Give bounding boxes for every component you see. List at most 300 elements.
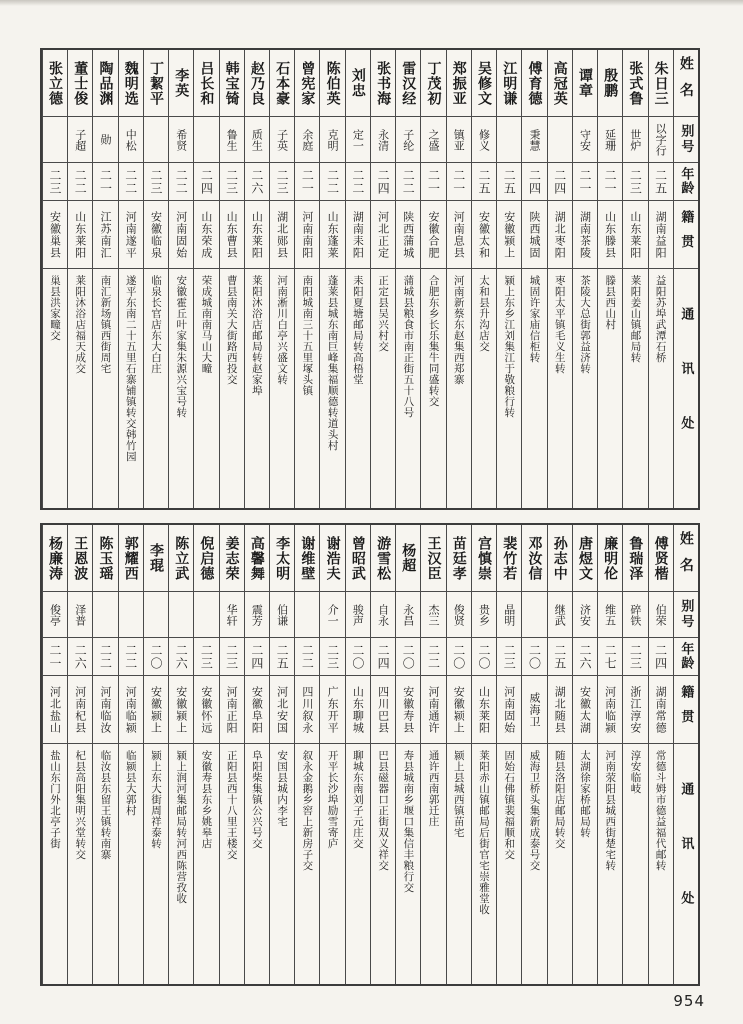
person-alias: 余庭 (300, 128, 314, 151)
name-cell (169, 50, 193, 116)
header-alias-label: 别号 (678, 598, 694, 631)
person-native-place: 四川巴县 (376, 685, 390, 734)
native-place-cell (421, 200, 445, 268)
alias-cell (295, 116, 319, 162)
person-name: 赵乃良 (248, 60, 265, 106)
person-address: 正阳县西十八里王楼交 (225, 750, 238, 860)
native-place-cell (497, 675, 521, 743)
person-column (420, 525, 445, 984)
native-place-cell (295, 200, 319, 268)
person-age: 二二 (123, 643, 138, 670)
alias-cell (598, 116, 622, 162)
person-column (597, 50, 622, 508)
person-name: 杨廉涛 (47, 535, 64, 581)
person-native-place: 河南遂平 (124, 210, 138, 259)
header-alias-label: 别号 (678, 123, 694, 156)
person-native-place: 安徽怀远 (199, 685, 213, 734)
name-cell (220, 50, 244, 116)
person-column (547, 50, 572, 508)
person-name: 倪启德 (198, 535, 215, 581)
person-native-place: 河南临颍 (603, 685, 617, 734)
address-cell (194, 743, 218, 984)
person-age: 二四 (199, 168, 214, 195)
address-cell (623, 743, 647, 984)
person-native-place: 山东莱阳 (628, 210, 642, 259)
header-native (674, 675, 698, 743)
person-column (92, 50, 117, 508)
person-alias: 修义 (477, 128, 491, 151)
person-native-place: 山东莱阳 (250, 210, 264, 259)
person-alias: 世炉 (628, 128, 642, 151)
person-address: 盐山东门外北亭子街 (49, 750, 62, 849)
person-name: 郑振亚 (450, 60, 467, 106)
header-age (674, 637, 698, 675)
age-cell (245, 637, 269, 675)
person-name: 高馨舞 (248, 535, 265, 581)
name-cell (245, 50, 269, 116)
person-column (67, 525, 92, 984)
age-cell (169, 162, 193, 200)
person-alias: 子超 (73, 128, 87, 151)
person-name: 谢浩夫 (324, 535, 341, 581)
person-name: 王恩波 (72, 535, 89, 581)
person-column (648, 50, 673, 508)
person-native-place: 安徽阜阳 (250, 685, 264, 734)
person-column (42, 525, 67, 984)
person-age: 二六 (249, 168, 264, 195)
age-cell (220, 162, 244, 200)
person-column (345, 525, 370, 984)
person-age: 二四 (376, 168, 391, 195)
age-cell (598, 637, 622, 675)
person-native-place: 湖南茶陵 (578, 210, 592, 259)
name-cell (295, 525, 319, 591)
address-cell (396, 268, 420, 508)
address-cell (548, 268, 572, 508)
name-cell (320, 50, 344, 116)
age-cell (93, 162, 117, 200)
age-cell (371, 637, 395, 675)
age-cell (68, 162, 92, 200)
person-age: 二〇 (477, 643, 491, 670)
header-address-label: 通讯处 (678, 782, 694, 946)
alias-cell (119, 116, 143, 162)
person-native-place: 安徽合肥 (427, 210, 441, 259)
age-cell (573, 637, 597, 675)
address-cell (472, 268, 496, 508)
person-age: 二〇 (527, 643, 542, 670)
page-number: 954 (673, 992, 705, 1010)
person-address: 城固许家庙信柜转 (528, 275, 541, 363)
person-alias: 鲁生 (225, 128, 239, 151)
name-cell (598, 525, 622, 591)
alias-cell (623, 591, 647, 637)
name-cell (93, 50, 117, 116)
address-cell (93, 743, 117, 984)
alias-cell (194, 116, 218, 162)
person-native-place: 安徽颍上 (452, 685, 466, 734)
person-alias: 维五 (603, 603, 617, 626)
person-native-place: 湖北随县 (553, 685, 567, 734)
native-place-cell (421, 675, 445, 743)
person-name: 殷鹏 (602, 68, 619, 98)
address-cell (649, 743, 673, 984)
header-address (674, 268, 698, 508)
person-address: 河南新蔡东赵集西郑寨 (452, 275, 465, 385)
person-alias: 永清 (376, 128, 390, 151)
person-native-place: 山东聊城 (351, 685, 365, 734)
name-cell (346, 525, 370, 591)
person-native-place: 安徽颍上 (174, 685, 188, 734)
age-cell (270, 162, 294, 200)
age-cell (472, 162, 496, 200)
person-alias: 子纶 (401, 128, 415, 151)
person-age: 二四 (527, 168, 542, 195)
native-place-cell (119, 675, 143, 743)
native-place-cell (548, 675, 572, 743)
person-age: 二三 (199, 643, 214, 670)
name-cell (245, 525, 269, 591)
person-name: 郭耀西 (122, 535, 139, 581)
native-place-cell (598, 200, 622, 268)
address-cell (220, 268, 244, 508)
header-name-label: 姓名 (677, 531, 694, 585)
person-address: 巴县磁器口正街双义祥交 (377, 750, 390, 871)
alias-cell (220, 591, 244, 637)
native-place-cell (649, 675, 673, 743)
person-name: 张书海 (375, 60, 392, 106)
alias-cell (649, 591, 673, 637)
person-alias: 济安 (578, 603, 592, 626)
person-column (622, 50, 647, 508)
person-address: 莱阳赤山镇邮局后街官宅崇雅堂收 (478, 750, 491, 915)
person-age: 二二 (325, 168, 340, 195)
native-place-cell (245, 675, 269, 743)
address-cell (270, 268, 294, 508)
person-name: 刘忠 (349, 68, 366, 98)
name-cell (68, 50, 92, 116)
person-alias: 杰三 (427, 603, 441, 626)
person-column (42, 50, 67, 508)
person-column (345, 50, 370, 508)
age-cell (270, 637, 294, 675)
name-cell (573, 50, 597, 116)
person-name: 丁茂初 (425, 60, 442, 106)
person-column (294, 525, 319, 984)
age-cell (320, 162, 344, 200)
person-alias: 定一 (351, 128, 365, 151)
address-cell (320, 268, 344, 508)
person-age: 二一 (300, 168, 315, 195)
person-name: 王汉臣 (425, 535, 442, 581)
person-alias: 守安 (578, 128, 592, 151)
address-cell (371, 743, 395, 984)
alias-cell (194, 591, 218, 637)
age-cell (472, 637, 496, 675)
person-address: 南阳城南三十五里塚头镇 (301, 275, 314, 396)
age-cell (649, 637, 673, 675)
person-native-place: 安徽太湖 (578, 685, 592, 734)
person-column (471, 50, 496, 508)
header-name (674, 50, 698, 116)
person-address: 固始石佛镇裴福顺和交 (503, 750, 516, 860)
address-cell (472, 743, 496, 984)
name-cell (119, 525, 143, 591)
alias-cell (93, 591, 117, 637)
person-address: 莱阳姜山镇邮局转 (629, 275, 642, 363)
person-address: 安徽寿县东乡姚皋店 (200, 750, 213, 849)
native-place-cell (93, 675, 117, 743)
native-place-cell (548, 200, 572, 268)
age-cell (548, 637, 572, 675)
person-age: 二一 (426, 168, 441, 195)
native-place-cell (346, 200, 370, 268)
person-column (193, 50, 218, 508)
person-native-place: 安徽颍上 (149, 685, 163, 734)
name-cell (497, 525, 521, 591)
age-cell (649, 162, 673, 200)
person-age: 二二 (350, 168, 365, 195)
person-address: 临汝县东留王镇转南寨 (99, 750, 112, 860)
person-address: 颍上润河集邮局转河西陈营孜收 (175, 750, 188, 904)
person-name: 宫慎崇 (476, 535, 492, 581)
person-native-place: 河南固始 (174, 210, 188, 259)
name-cell (522, 50, 546, 116)
person-alias: 伯谦 (275, 603, 289, 626)
native-place-cell (472, 675, 496, 743)
person-column (521, 525, 546, 984)
person-address: 巢县洪家疃交 (49, 275, 62, 341)
alias-cell (245, 591, 269, 637)
person-address: 合肥东乡长乐集牛同盛转交 (427, 275, 440, 407)
native-place-cell (497, 200, 521, 268)
person-alias: 延珊 (603, 128, 617, 151)
person-age: 二五 (275, 643, 290, 670)
address-cell (447, 743, 471, 984)
native-place-cell (169, 675, 193, 743)
alias-cell (649, 116, 673, 162)
person-address: 常德斗姆市德益福代邮转 (654, 750, 667, 871)
native-place-cell (68, 675, 92, 743)
person-column (219, 525, 244, 984)
person-column (244, 525, 269, 984)
address-cell (421, 743, 445, 984)
person-native-place: 河北正定 (376, 210, 390, 259)
name-cell (295, 50, 319, 116)
header-alias (674, 591, 698, 637)
alias-cell (93, 116, 117, 162)
person-address: 正定县吴兴村交 (377, 275, 390, 352)
person-alias: 克明 (326, 128, 340, 151)
person-age: 二一 (577, 168, 592, 195)
person-column (370, 525, 395, 984)
person-name: 陶品渊 (97, 60, 114, 106)
name-cell (649, 50, 673, 116)
address-cell (220, 743, 244, 984)
native-place-cell (623, 675, 647, 743)
person-column (319, 525, 344, 984)
age-cell (320, 637, 344, 675)
native-place-cell (194, 675, 218, 743)
alias-cell (270, 591, 294, 637)
name-cell (194, 50, 218, 116)
person-age: 二三 (502, 643, 517, 670)
person-address: 颍上县城西镇苗宅 (452, 750, 465, 838)
person-age: 二二 (174, 168, 189, 195)
alias-cell (43, 591, 67, 637)
person-column (547, 525, 572, 984)
person-address: 枣阳太平镇毛义生转 (553, 275, 566, 374)
age-cell (220, 637, 244, 675)
address-cell (93, 268, 117, 508)
person-alias: 勋 (98, 134, 112, 145)
person-column (219, 50, 244, 508)
person-name: 廉明伦 (602, 535, 619, 581)
person-address: 滕县西山村 (604, 275, 617, 330)
person-age: 二二 (401, 168, 416, 195)
age-cell (194, 162, 218, 200)
native-place-cell (43, 675, 67, 743)
register-table-top (40, 48, 700, 510)
person-native-place: 河南临颍 (124, 685, 138, 734)
native-place-cell (396, 675, 420, 743)
name-cell (548, 525, 572, 591)
person-alias: 介一 (326, 603, 340, 626)
person-column (648, 525, 673, 984)
person-name: 雷汉经 (400, 60, 417, 106)
person-alias: 晶明 (502, 603, 516, 626)
person-age: 二五 (502, 168, 517, 195)
person-column (572, 50, 597, 508)
address-cell (295, 743, 319, 984)
person-name: 江明谦 (501, 60, 518, 106)
person-address: 茶陵大总街郭益济转 (578, 275, 591, 374)
age-cell (43, 637, 67, 675)
age-cell (346, 637, 370, 675)
person-name: 曾宪家 (299, 60, 316, 106)
age-cell (144, 637, 168, 675)
person-name: 鲁瑞泽 (627, 535, 644, 581)
alias-cell (447, 116, 471, 162)
alias-cell (119, 591, 143, 637)
name-cell (573, 525, 597, 591)
person-address: 随县洛阳店邮局转交 (553, 750, 566, 849)
native-place-cell (371, 675, 395, 743)
native-place-cell (396, 200, 420, 268)
person-address: 颍上东乡江刘集江于敬粮行转 (503, 275, 516, 418)
native-place-cell (573, 675, 597, 743)
header-native-label: 籍贯 (678, 684, 694, 735)
person-column (521, 50, 546, 508)
person-age: 二三 (628, 643, 643, 670)
name-cell (472, 525, 496, 591)
header-address (674, 743, 698, 984)
person-address: 叙永金鹅乡窖上新房子交 (301, 750, 314, 871)
header-age-label: 年龄 (678, 642, 694, 671)
person-native-place: 河南通许 (427, 685, 441, 734)
age-cell (93, 637, 117, 675)
address-cell (119, 268, 143, 508)
age-cell (623, 162, 647, 200)
person-alias: 俊贤 (452, 603, 466, 626)
alias-cell (548, 591, 572, 637)
person-name: 邓汝信 (526, 535, 543, 581)
person-column (370, 50, 395, 508)
address-cell (522, 268, 546, 508)
person-address: 河南淅川白亭兴盛文转 (276, 275, 289, 385)
native-place-cell (68, 200, 92, 268)
address-cell (68, 268, 92, 508)
person-age: 二一 (48, 643, 63, 670)
person-address: 寿县城南乡堰口集信丰粮行交 (402, 750, 415, 893)
name-cell (270, 525, 294, 591)
person-column (446, 525, 471, 984)
person-native-place: 陕西城固 (527, 210, 541, 259)
person-native-place: 威海卫 (527, 691, 541, 728)
age-cell (497, 162, 521, 200)
alias-cell (295, 591, 319, 637)
person-name: 傅贤楷 (652, 535, 669, 581)
person-name: 陈伯英 (324, 60, 341, 106)
person-address: 曹县南关大街路西投交 (225, 275, 238, 385)
person-name: 吕长和 (198, 60, 215, 106)
address-cell (346, 268, 370, 508)
person-age: 二六 (73, 643, 88, 670)
address-cell (573, 268, 597, 508)
alias-cell (371, 591, 395, 637)
alias-cell (245, 116, 269, 162)
person-column (622, 525, 647, 984)
person-alias: 秉慧 (527, 128, 541, 151)
person-native-place: 山东莱阳 (73, 210, 87, 259)
age-cell (144, 162, 168, 200)
address-cell (144, 743, 168, 984)
age-cell (346, 162, 370, 200)
person-alias: 贵乡 (477, 603, 491, 626)
header-age (674, 162, 698, 200)
alias-cell (320, 591, 344, 637)
person-age: 二二 (123, 168, 138, 195)
person-age: 二〇 (148, 643, 163, 670)
person-native-place: 河北安国 (275, 685, 289, 734)
address-cell (245, 743, 269, 984)
native-place-cell (93, 200, 117, 268)
address-cell (270, 743, 294, 984)
person-name: 唐煜文 (576, 535, 593, 581)
native-place-cell (320, 200, 344, 268)
person-name: 李英 (173, 68, 190, 98)
header-alias (674, 116, 698, 162)
age-cell (548, 162, 572, 200)
person-name: 杨超 (400, 543, 417, 573)
native-place-cell (220, 200, 244, 268)
native-place-cell (623, 200, 647, 268)
name-cell (144, 525, 168, 591)
person-address: 太湖徐家桥邮局转 (578, 750, 591, 838)
person-age: 二三 (628, 168, 643, 195)
person-alias: 中松 (124, 128, 138, 151)
person-native-place: 湖南益阳 (654, 210, 668, 259)
alias-cell (472, 116, 496, 162)
address-cell (43, 268, 67, 508)
address-cell (497, 743, 521, 984)
age-cell (598, 162, 622, 200)
native-place-cell (649, 200, 673, 268)
person-alias: 之盛 (427, 128, 441, 151)
person-age: 二二 (300, 643, 315, 670)
person-address: 临颍县大郭村 (124, 750, 137, 816)
name-cell (497, 50, 521, 116)
